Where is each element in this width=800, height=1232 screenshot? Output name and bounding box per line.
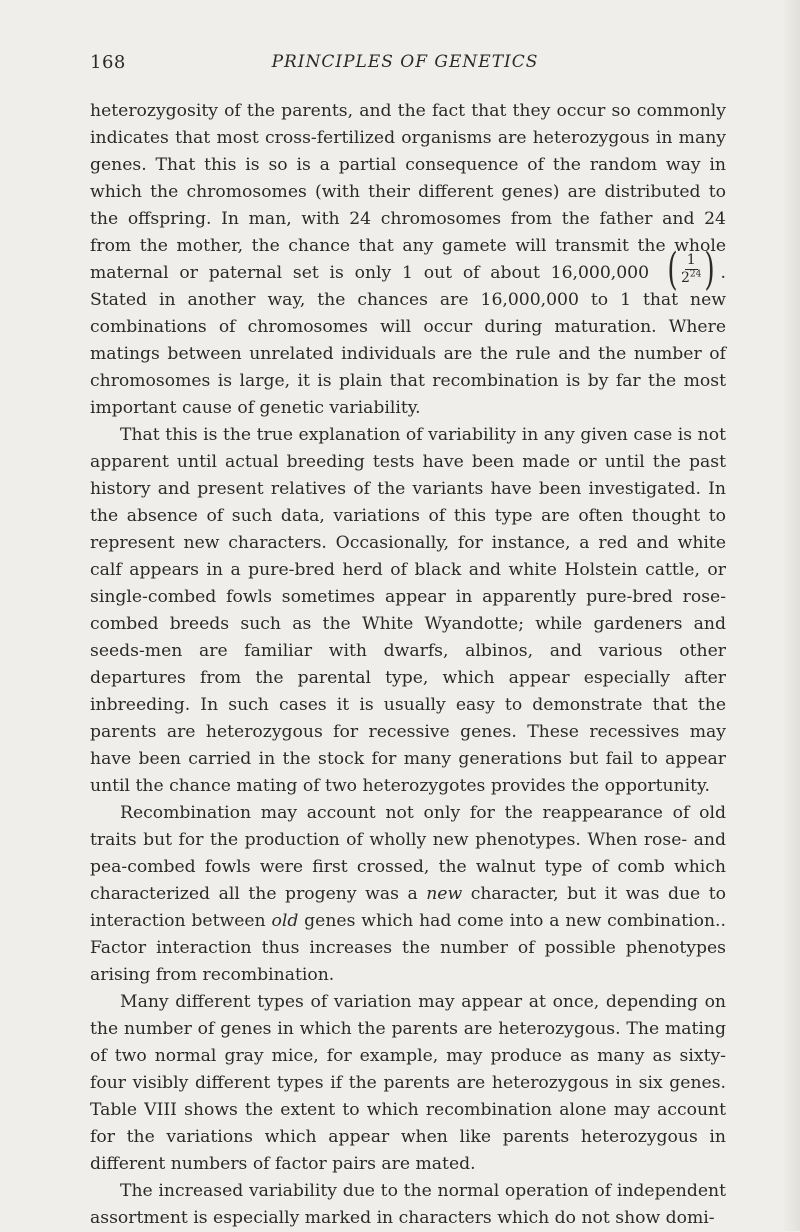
fraction-exponent: 24 [689, 269, 702, 280]
emphasis-new: new [426, 884, 463, 904]
paragraph-2: That this is the true explanation of variability in any given case is not apparent until actual breeding tests have been made or until the past history and present relatives of the variants have been investigated. In the absence of such data, variations of this type are often thought to represent new characters. Occasionally, for instance, a red and white calf appears in a pure-bred herd of black and white Holstein cattle, or single-combed fowls sometimes appear in apparently pure-bred rose-combed breeds such as the White Wyandotte; while gardeners and seeds-men are familiar with dwarfs, albinos, and various other departures from the parental type, which appear especially after inbreeding. In such cases it is usually easy to demonstrate that the parents are heterozygous for recessive genes. These recessives may have been carried in the stock for many generations but fail to appear until the chance mating of two heterozygotes provides the opportunity. [90, 425, 726, 796]
running-title: PRINCIPLES OF GENETICS [271, 52, 539, 72]
fraction-base: 2 [681, 270, 690, 286]
paragraph-3-text-b: character, but it was due to interaction between [90, 884, 726, 931]
paragraph-4: Many different types of variation may appear at once, depending on the number of genes in which the parents are heterozygous. The mating of two normal gray mice, for example, may produce as many as sixty-four visibly different types if the parents are heterozygous in six genes. Table VIII shows the extent to which recombination alone may account for the variations which appear when like parents heterozygous in different numbers of factor pairs are mated. [90, 992, 726, 1174]
paragraph-1-text-b: . Stated in another way, the chances are 16,000,000 to 1 that new combinations of chromosomes will occur during maturation. Where matings between unrelated individuals are the rule and the number of chromosomes is large, it is plain that recombination is by far the most important cause of genetic variability. [90, 263, 727, 418]
right-paren: ) [704, 243, 716, 295]
body-text [90, 98, 726, 1232]
paragraph-1 [90, 98, 726, 422]
fraction-denominator [681, 270, 701, 287]
page-edge-shadow [782, 0, 800, 1231]
paragraph-3-text-a: Recombination may account not only for the reappearance of old traits but for the production of wholly new phenotypes. When rose- and pea-combed fowls were first crossed, the walnut type of comb which characterized all the progeny was a [90, 803, 726, 904]
fraction [681, 252, 701, 287]
page-header [90, 52, 720, 78]
page-number: 168 [90, 52, 126, 73]
paragraph-3-text-c: genes which had come into a new combination.. Factor interaction thus increases the number of possible phenotypes arising from recombination. [90, 911, 726, 985]
left-paren: ( [667, 243, 678, 295]
fraction-numerator: 1 [686, 252, 696, 268]
paragraph-5: The increased variability due to the normal operation of independent assortment is especially marked in characters which do not show domi- [90, 1181, 726, 1228]
paragraph-3 [90, 800, 726, 989]
paragraph-1-text-a: heterozygosity of the parents, and the fact that they occur so commonly indicates that most cross-fertilized organisms are heterozygous in many genes. That this is so is a partial consequence of the random way in which the chromosomes (with their different genes) are distributed to the offspring. In man, with 24 chromosomes from the father and 24 from the mother, the chance that any gamete will transmit the whole maternal or paternal set is only 1 out of about 16,000,000 [90, 101, 726, 283]
fraction-one-over-two-pow-24 [664, 243, 719, 296]
emphasis-old: old [271, 911, 299, 931]
